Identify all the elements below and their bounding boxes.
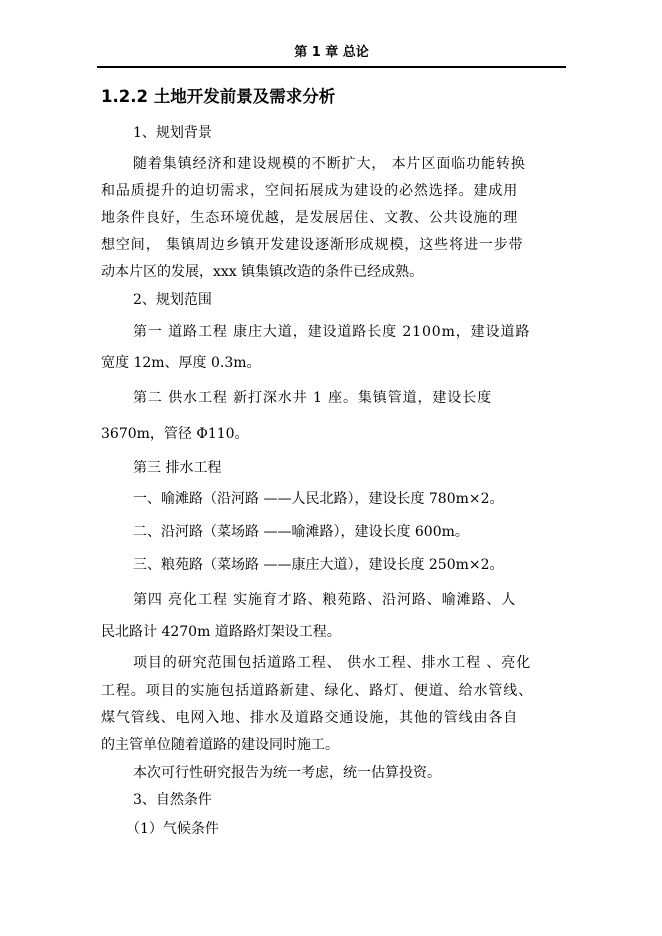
paragraph-line: 的主管单位随着道路的建设同时施工。	[101, 737, 339, 753]
paragraph-line: 三、粮苑路（菜场路 ——康庄大道），建设长度 250m×2。	[133, 557, 504, 573]
header-rule	[97, 66, 566, 68]
paragraph-line: 一、喻滩路（沿河路 ——人民北路），建设长度 780m×2。	[133, 491, 504, 507]
chapter-header: 第 1 章 总论	[294, 45, 369, 60]
paragraph-line: 第三 排水工程	[133, 460, 222, 476]
paragraph-line: 宽度 12m、厚度 0.3m。	[101, 355, 261, 371]
section-heading: 1.2.2 土地开发前景及需求分析	[101, 87, 336, 106]
paragraph-line: 和品质提升的迫切需求，空间拓展成为建设的必然选择。建成用	[101, 183, 519, 199]
subsection-title: 2、规划范围	[133, 292, 212, 308]
subsection-title: （1）气候条件	[126, 821, 219, 837]
paragraph-line: 随着集镇经济和建设规模的不断扩大， 本片区面临功能转换	[133, 156, 526, 172]
paragraph-line: 第二 供水工程 新打深水井 1 座。集镇管道，建设长度	[133, 390, 493, 406]
paragraph-line: 第四 亮化工程 实施育才路、粮苑路、沿河路、喻滩路、人	[133, 592, 517, 608]
paragraph-line: 3670m，管径 Φ110。	[101, 426, 249, 442]
paragraph-line: 地条件良好，生态环境优越，是发展居住、文教、公共设施的理	[101, 210, 519, 226]
paragraph-line: 民北路计 4270m 道路路灯架设工程。	[101, 624, 341, 640]
paragraph-line: 工程。项目的实施包括道路新建、绿化、路灯、便道、给水管线、	[101, 683, 534, 699]
paragraph-line: 动本片区的发展，xxx 镇集镇改造的条件已经成熟。	[101, 264, 424, 280]
paragraph-line: 二、沿河路（菜场路 ——喻滩路），建设长度 600m。	[133, 524, 469, 540]
subsection-title: 3、自然条件	[133, 792, 212, 808]
paragraph-line: 项目的研究范围包括道路工程、 供水工程、排水工程 、亮化	[133, 655, 532, 671]
paragraph-line: 煤气管线、电网入地、排水及道路交通设施，其他的管线由各自	[101, 710, 519, 726]
subsection-title: 1、规划背景	[133, 125, 212, 141]
paragraph-line: 第一 道路工程 康庄大道，建设道路长度 2100m，建设道路	[133, 324, 531, 340]
paragraph-line: 想空间， 集镇周边乡镇开发建设逐渐形成规模，这些将进一步带	[101, 237, 524, 253]
paragraph-line: 本次可行性研究报告为统一考虑，统一估算投资。	[133, 765, 441, 781]
